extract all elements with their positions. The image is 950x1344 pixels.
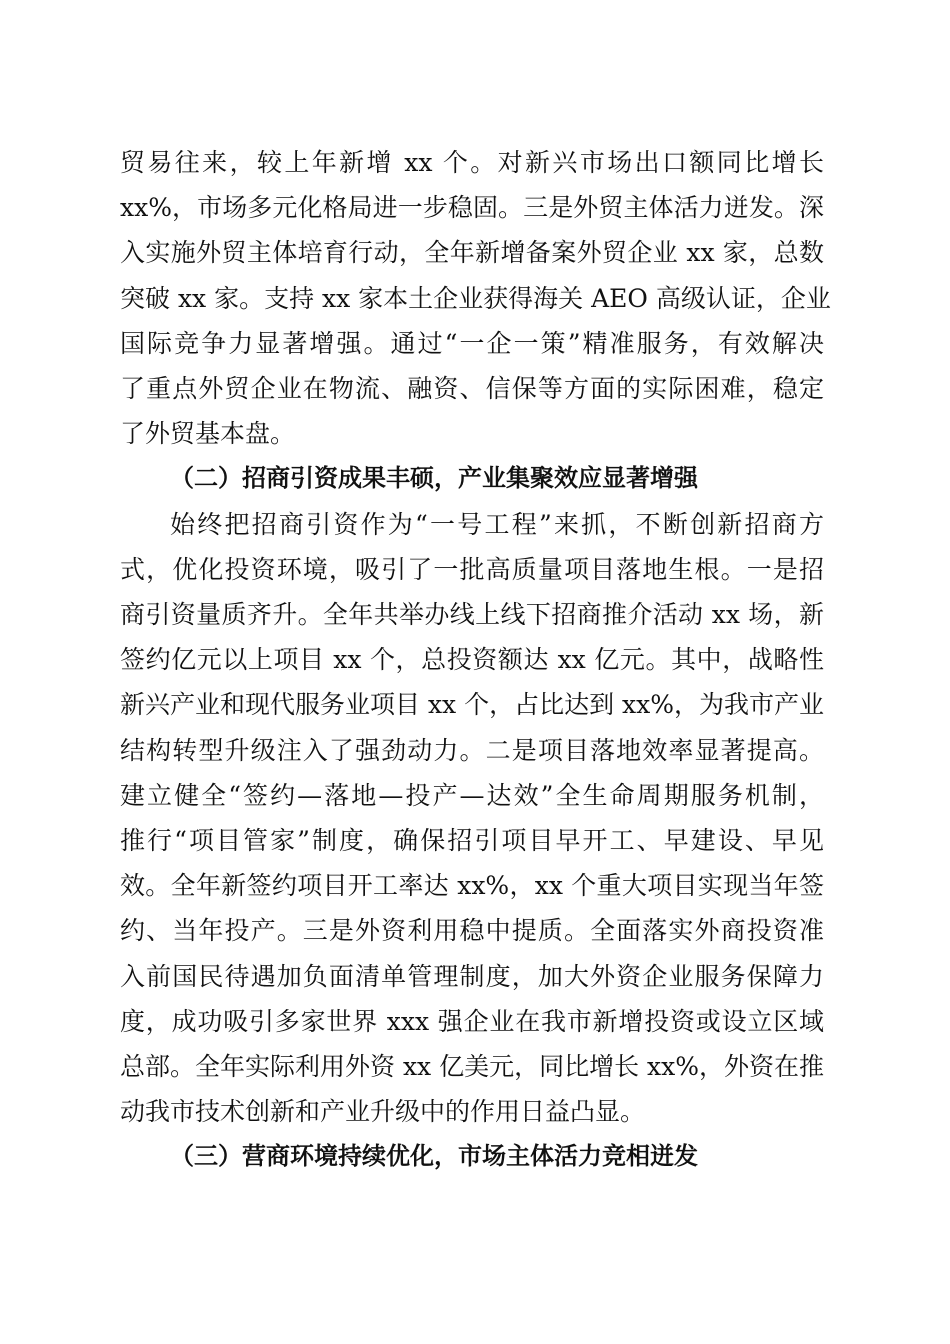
text-line: 推行“项目管家”制度，确保招引项目早开工、早建设、早见 xyxy=(120,826,824,856)
text-line: 度，成功吸引多家世界 xxx 强企业在我市新增投资或设立区域 xyxy=(120,1006,824,1036)
paragraph-investment xyxy=(120,502,824,1135)
text-line: 约、当年投产。三是外资利用稳中提质。全面落实外商投资准 xyxy=(120,916,824,946)
heading-text: （二）招商引资成果丰硕，产业集聚效应显著增强 xyxy=(170,464,698,493)
text-line: 动我市技术创新和产业升级中的作用日益凸显。 xyxy=(120,1097,646,1127)
text-line: 结构转型升级注入了强劲动力。二是项目落地效率显著提高。 xyxy=(120,735,824,765)
heading-text: （三）营商环境持续优化，市场主体活力竞相迸发 xyxy=(170,1142,698,1171)
text-line: 入前国民待遇加负面清单管理制度，加大外资企业服务保障力 xyxy=(120,961,824,991)
section-heading-investment xyxy=(120,456,824,501)
text-line: 始终把招商引资作为“一号工程”来抓，不断创新招商方 xyxy=(170,509,824,539)
text-line: 商引资量质齐升。全年共举办线上线下招商推介活动 xx 场，新 xyxy=(120,600,824,630)
text-line: 式，优化投资环境，吸引了一批高质量项目落地生根。一是招 xyxy=(120,554,824,584)
text-line: xx%，市场多元化格局进一步稳固。三是外贸主体活力迸发。深 xyxy=(120,193,824,223)
section-heading-business-environment xyxy=(120,1134,824,1179)
text-line: 效。全年新签约项目开工率达 xx%，xx 个重大项目实现当年签 xyxy=(120,871,824,901)
text-line: 了重点外贸企业在物流、融资、信保等方面的实际困难，稳定 xyxy=(120,374,824,404)
text-line: 国际竞争力显著增强。通过“一企一策”精准服务，有效解决 xyxy=(120,328,824,358)
text-line: 入实施外贸主体培育行动，全年新增备案外贸企业 xx 家，总数 xyxy=(120,238,824,268)
text-line: 签约亿元以上项目 xx 个，总投资额达 xx 亿元。其中，战略性 xyxy=(120,645,824,675)
document-body xyxy=(120,140,831,1180)
text-line: 突破 xx 家。支持 xx 家本土企业获得海关 AEO 高级认证，企业 xyxy=(120,283,831,313)
text-line: 新兴产业和现代服务业项目 xx 个，占比达到 xx%，为我市产业 xyxy=(120,690,824,720)
text-line: 建立健全“签约—落地—投产—达效”全生命周期服务机制， xyxy=(120,780,824,810)
text-line: 了外贸基本盘。 xyxy=(120,419,296,449)
text-line: 贸易往来，较上年新增 xx 个。对新兴市场出口额同比增长 xyxy=(120,148,824,177)
text-line: 总部。全年实际利用外资 xx 亿美元，同比增长 xx%，外资在推 xyxy=(120,1052,824,1082)
paragraph-foreign-trade xyxy=(120,140,831,456)
